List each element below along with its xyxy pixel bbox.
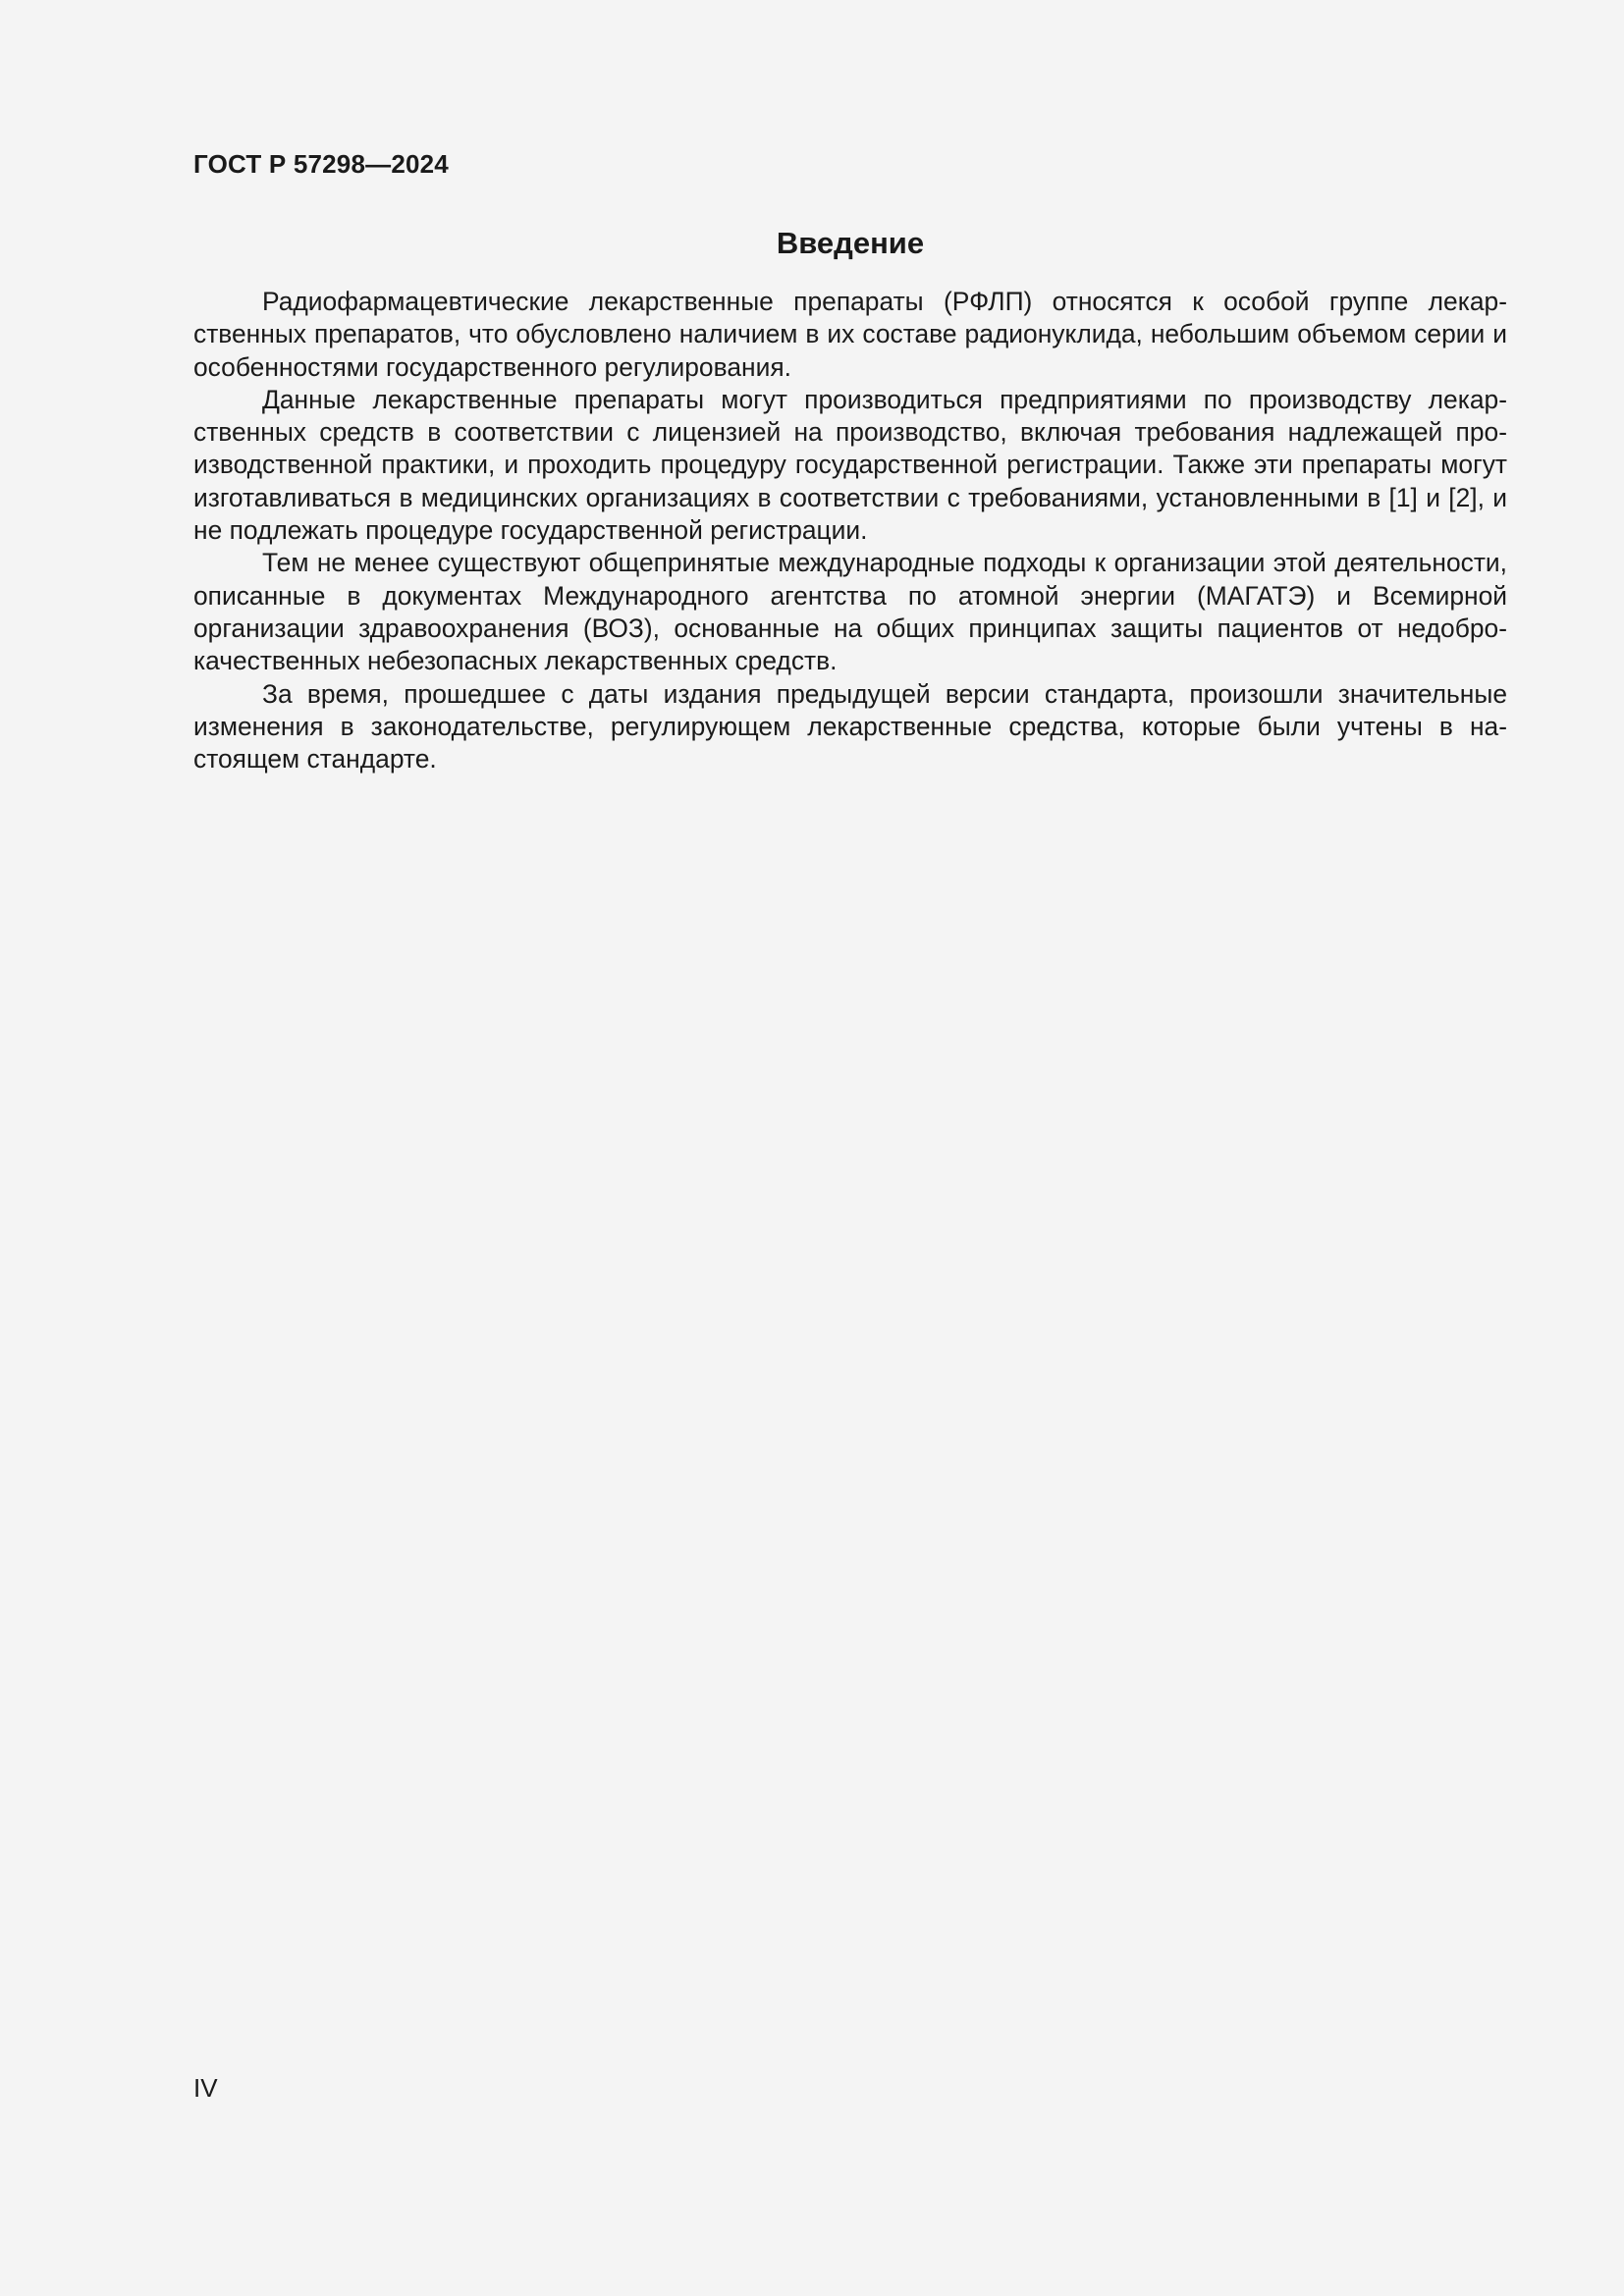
paragraph: За время, прошедшее с даты издания предыдущей версии стандарта, произошли значительные изменения в законодательстве, регулирующем лекарственные средства, которые были учтены в настоящем стандарте.: [193, 678, 1507, 774]
section-title: Введение: [776, 226, 925, 260]
introduction-body: [193, 286, 1507, 775]
paragraph: Данные лекарственные препараты могут производиться предприятиями по производству лекарственных средств в соответствии с лицензией на производство, включая требования надлежащей производственной практики, и проходить процедуру государственной регистрации. Также эти препараты могут изготавливаться в медицинских организациях в соответствии с требованиями, установленными в [1] и [2], и не подлежать процедуре государственной регистрации.: [193, 384, 1507, 546]
document-code: ГОСТ Р 57298—2024: [193, 149, 449, 179]
paragraph: Тем не менее существуют общепринятые международные подходы к организации этой деятельности, описанные в документах Международного агентства по атомной энергии (МАГАТЭ) и Всемирной организации здравоохранения (ВОЗ), основанные на общих принципах защиты пациентов от недоброкачественных небезопасных лекарственных средств.: [193, 548, 1507, 676]
page-number: IV: [193, 2073, 218, 2103]
paragraph: Радиофармацевтические лекарственные препараты (РФЛП) относятся к особой группе лекарственных препаратов, что обусловлено наличием в их составе радионуклида, небольшим объемом серии и особенностями государственного регулирования.: [193, 287, 1507, 382]
